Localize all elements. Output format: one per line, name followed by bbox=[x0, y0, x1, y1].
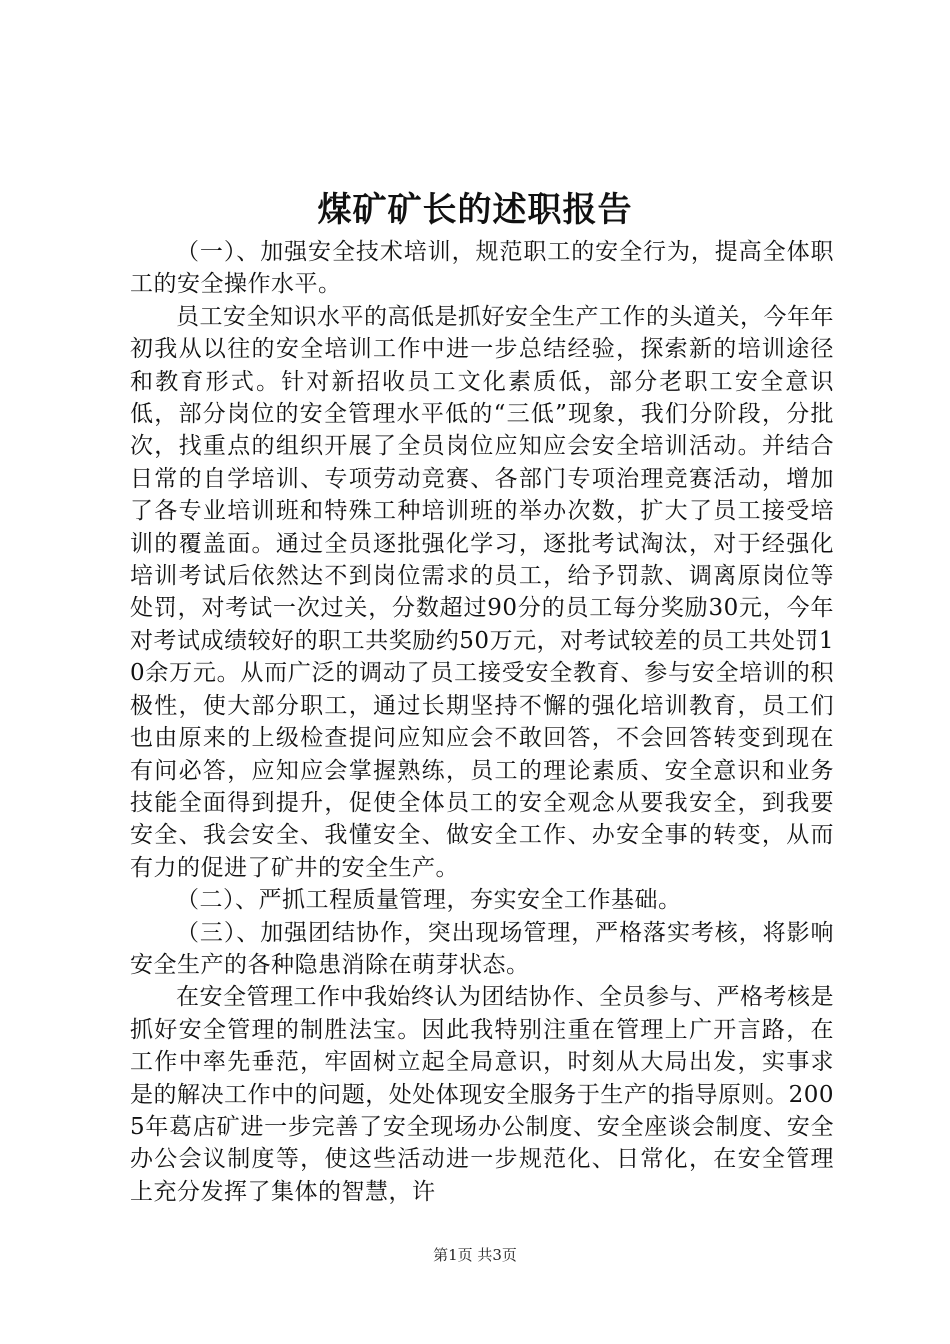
paragraph-section-two-heading: （二）、严抓工程质量管理，夯实安全工作基础。 bbox=[176, 887, 682, 914]
document-body bbox=[130, 236, 834, 1208]
paragraph-management-details: 在安全管理工作中我始终认为团结协作、全员参与、严格考核是抓好安全管理的制胜法宝。因此我特别注重在管理上广开言路，在工作中率先垂范，牢固树立起全局意识，时刻从大局出发，实事求是的解决工作中的问题，处处体现安全服务于生产的指导原则。2005年葛店矿进一步完善了安全现场办公制度、安全座谈会制度、安全办公会议制度等，使这些活动进一步规范化、日常化，在安全管理上充分发挥了集体的智慧，许 bbox=[130, 984, 834, 1205]
paragraph-section-one-heading: （一）、加强安全技术培训，规范职工的安全行为，提高全体职工的安全操作水平。 bbox=[130, 239, 834, 298]
document-title: 煤矿矿长的述职报告 bbox=[317, 190, 633, 230]
page-number-footer: 第1页 共3页 bbox=[433, 1246, 517, 1264]
paragraph-section-three-heading: （三）、加强团结协作，突出现场管理，严格落实考核，将影响安全生产的各种隐患消除在萌芽状态。 bbox=[130, 919, 834, 978]
paragraph-training-details: 员工安全知识水平的高低是抓好安全生产工作的头道关，今年年初我从以往的安全培训工作中进一步总结经验，探索新的培训途径和教育形式。针对新招收员工文化素质低，部分老职工安全意识低，部分岗位的安全管理水平低的“三低”现象，我们分阶段，分批次，找重点的组织开展了全员岗位应知应会安全培训活动。并结合日常的自学培训、专项劳动竞赛、各部门专项治理竞赛活动，增加了各专业培训班和特殊工种培训班的举办次数，扩大了员工接受培训的覆盖面。通过全员逐批强化学习，逐批考试淘汰，对于经强化培训考试后依然达不到岗位需求的员工，给予罚款、调离原岗位等处罚，对考试一次过关，分数超过90分的员工每分奖励30元，今年对考试成绩较好的职工共奖励约50万元，对考试较差的员工共处罚10余万元。从而广泛的调动了员工接受安全教育、参与安全培训的积极性，使大部分职工，通过长期坚持不懈的强化培训教育，员工们也由原来的上级检查提问应知应会不敢回答，不会回答转变到现在有问必答，应知应会掌握熟练，员工的理论素质、安全意识和业务技能全面得到提升，促使全体员工的安全观念从要我安全，到我要安全、我会安全、我懂安全、做安全工作、办安全事的转变，从而有力的促进了矿井的安全生产。 bbox=[130, 303, 834, 881]
